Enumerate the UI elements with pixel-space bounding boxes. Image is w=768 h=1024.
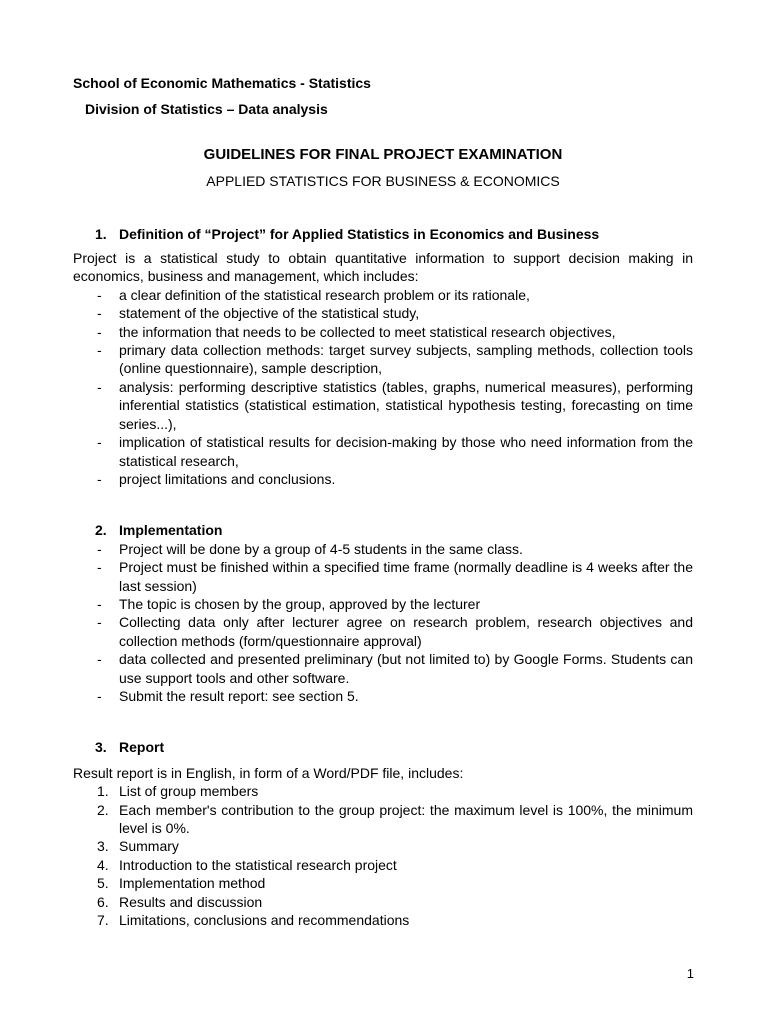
list-item: - primary data collection methods: target survey subjects, sampling methods, collection tools (online questionnaire), sample description,	[97, 342, 693, 377]
list-item: 1. List of group members	[97, 783, 259, 800]
list-item: 6. Results and discussion	[97, 893, 263, 910]
section-3-title: Report	[119, 739, 165, 756]
list-item: - implication of statistical results for decision-making by those who need information from the statistical research,	[97, 434, 693, 469]
list-item: - Project must be finished within a specified time frame (normally deadline is 4 weeks after the last session)	[97, 559, 693, 594]
list-item: - data collected and presented preliminary (but not limited to) by Google Forms. Students can use support tools and other software.	[97, 651, 693, 686]
section-2-title: Implementation	[119, 522, 223, 539]
list-item: - Project will be done by a group of 4-5 students in the same class.	[97, 540, 523, 557]
section-2-heading	[73, 521, 693, 539]
school-name: School of Economic Mathematics - Statistics	[73, 75, 371, 91]
document-title: GUIDELINES FOR FINAL PROJECT EXAMINATION	[203, 145, 563, 163]
section-1-paragraph: Project is a statistical study to obtain quantitative information to support decision making in economics, business and management, which includes:	[73, 250, 693, 285]
list-item: - a clear definition of the statistical research problem or its rationale,	[97, 286, 530, 303]
list-item: 4. Introduction to the statistical research project	[97, 856, 397, 873]
section-2-number: 2.	[95, 522, 107, 539]
list-item: - project limitations and conclusions.	[97, 470, 336, 487]
list-item: 2. Each member's contribution to the group project: the maximum level is 100%, the minimum level is 0%.	[97, 801, 693, 836]
list-item: - statement of the objective of the statistical study,	[97, 305, 420, 322]
section-3-paragraph: Result report is in English, in form of a Word/PDF file, includes:	[73, 764, 464, 781]
page-number: 1	[686, 966, 694, 981]
document-subtitle: APPLIED STATISTICS FOR BUSINESS & ECONOMICS	[206, 173, 560, 190]
list-item: - the information that needs to be collected to meet statistical research objectives,	[97, 323, 616, 340]
list-item: 7. Limitations, conclusions and recommendations	[97, 912, 410, 929]
list-item: 5. Implementation method	[97, 875, 266, 892]
section-2-list	[73, 540, 693, 706]
list-item: 3. Summary	[97, 838, 179, 855]
division-name: Division of Statistics – Data analysis	[85, 101, 328, 118]
section-3-list	[73, 782, 693, 929]
section-3-heading	[73, 738, 693, 756]
list-item: - The topic is chosen by the group, approved by the lecturer	[97, 595, 481, 612]
section-1-list	[73, 286, 693, 488]
list-item: - Submit the result report: see section 5.	[97, 687, 359, 704]
section-1-heading	[73, 225, 693, 243]
document-content	[73, 74, 693, 929]
section-1-title: Definition of “Project” for Applied Statistics in Economics and Business	[119, 225, 600, 242]
section-1-number: 1.	[95, 225, 107, 242]
section-3-number: 3.	[95, 739, 107, 756]
list-item: - analysis: performing descriptive statistics (tables, graphs, numerical measures), performing inferential statistics (statistical estimation, statistical hypothesis testing, forecasting on time series...),	[97, 378, 693, 432]
list-item: - Collecting data only after lecturer agree on research problem, research objectives and collection methods (form/questionnaire approval)	[97, 614, 693, 649]
